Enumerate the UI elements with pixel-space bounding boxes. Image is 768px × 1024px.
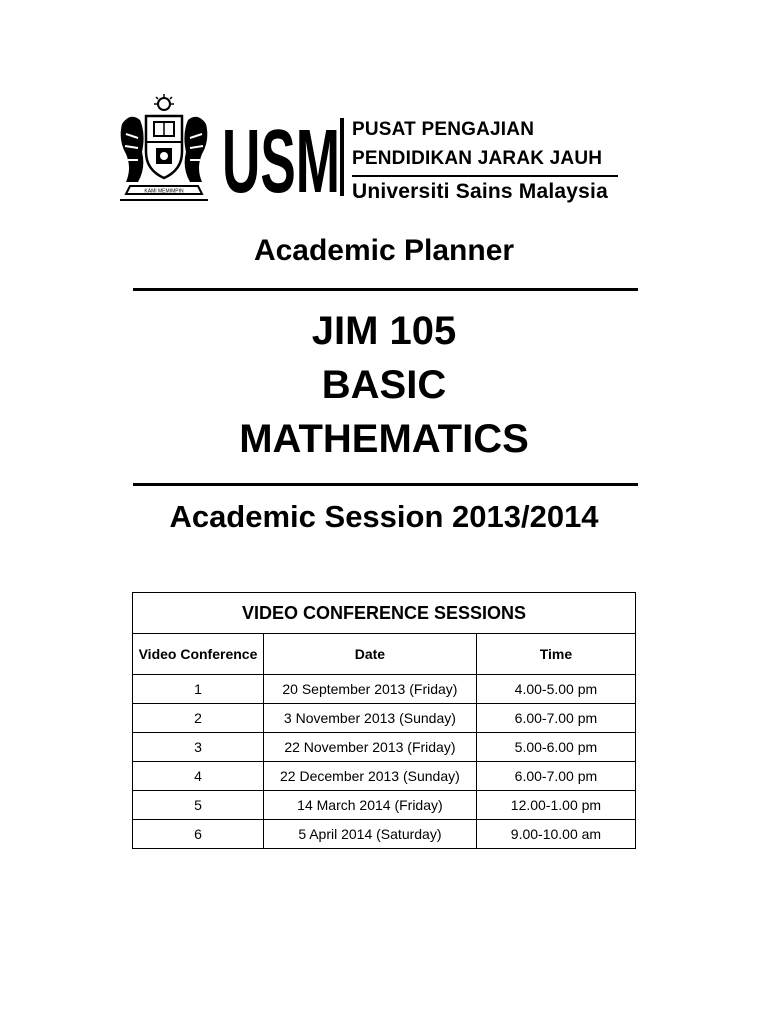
session-number: 3 (133, 733, 264, 762)
session-number: 2 (133, 704, 264, 733)
document-heading: Academic Planner (253, 234, 515, 267)
usm-logo (222, 118, 342, 194)
session-date: 5 April 2014 (Saturday) (263, 820, 476, 849)
session-time: 4.00-5.00 pm (476, 675, 635, 704)
table-title: VIDEO CONFERENCE SESSIONS (133, 593, 636, 634)
session-time: 12.00-1.00 pm (476, 791, 635, 820)
header (116, 94, 621, 206)
academic-session: Academic Session 2013/2014 (169, 499, 599, 534)
title-rule-top (133, 288, 638, 291)
org-divider (352, 175, 618, 177)
session-number: 6 (133, 820, 264, 849)
svg-text:KAMI MEMIMPIN: KAMI MEMIMPIN (144, 188, 184, 195)
column-header-date: Date (263, 634, 476, 675)
university-crest-logo (116, 94, 212, 204)
table-row (133, 704, 636, 733)
column-header-time: Time (476, 634, 635, 675)
table-row (133, 791, 636, 820)
session-date: 22 December 2013 (Sunday) (263, 762, 476, 791)
university-name: Universiti Sains Malaysia (352, 180, 608, 203)
table-row (133, 762, 636, 791)
table-row (133, 820, 636, 849)
session-number: 1 (133, 675, 264, 704)
org-name-line-1: PUSAT PENGAJIAN (352, 119, 535, 140)
session-date: 14 March 2014 (Friday) (263, 791, 476, 820)
table-row (133, 675, 636, 704)
session-number: 5 (133, 791, 264, 820)
title-rule-bottom (133, 483, 638, 486)
session-date: 20 September 2013 (Friday) (263, 675, 476, 704)
session-time: 9.00-10.00 am (476, 820, 635, 849)
session-date: 22 November 2013 (Friday) (263, 733, 476, 762)
org-name-line-2: PENDIDIKAN JARAK JAUH (352, 148, 603, 169)
svg-text:USM: USM (222, 118, 340, 194)
logo-divider (340, 118, 344, 196)
video-conference-table (132, 592, 636, 849)
course-code: JIM 105 (311, 309, 457, 353)
column-header-video-conference: Video Conference (133, 634, 264, 675)
session-time: 6.00-7.00 pm (476, 704, 635, 733)
session-time: 5.00-6.00 pm (476, 733, 635, 762)
course-name-line-2: MATHEMATICS (239, 417, 529, 461)
course-name-line-1: BASIC (321, 363, 447, 407)
session-time: 6.00-7.00 pm (476, 762, 635, 791)
session-date: 3 November 2013 (Sunday) (263, 704, 476, 733)
session-number: 4 (133, 762, 264, 791)
table-row (133, 733, 636, 762)
